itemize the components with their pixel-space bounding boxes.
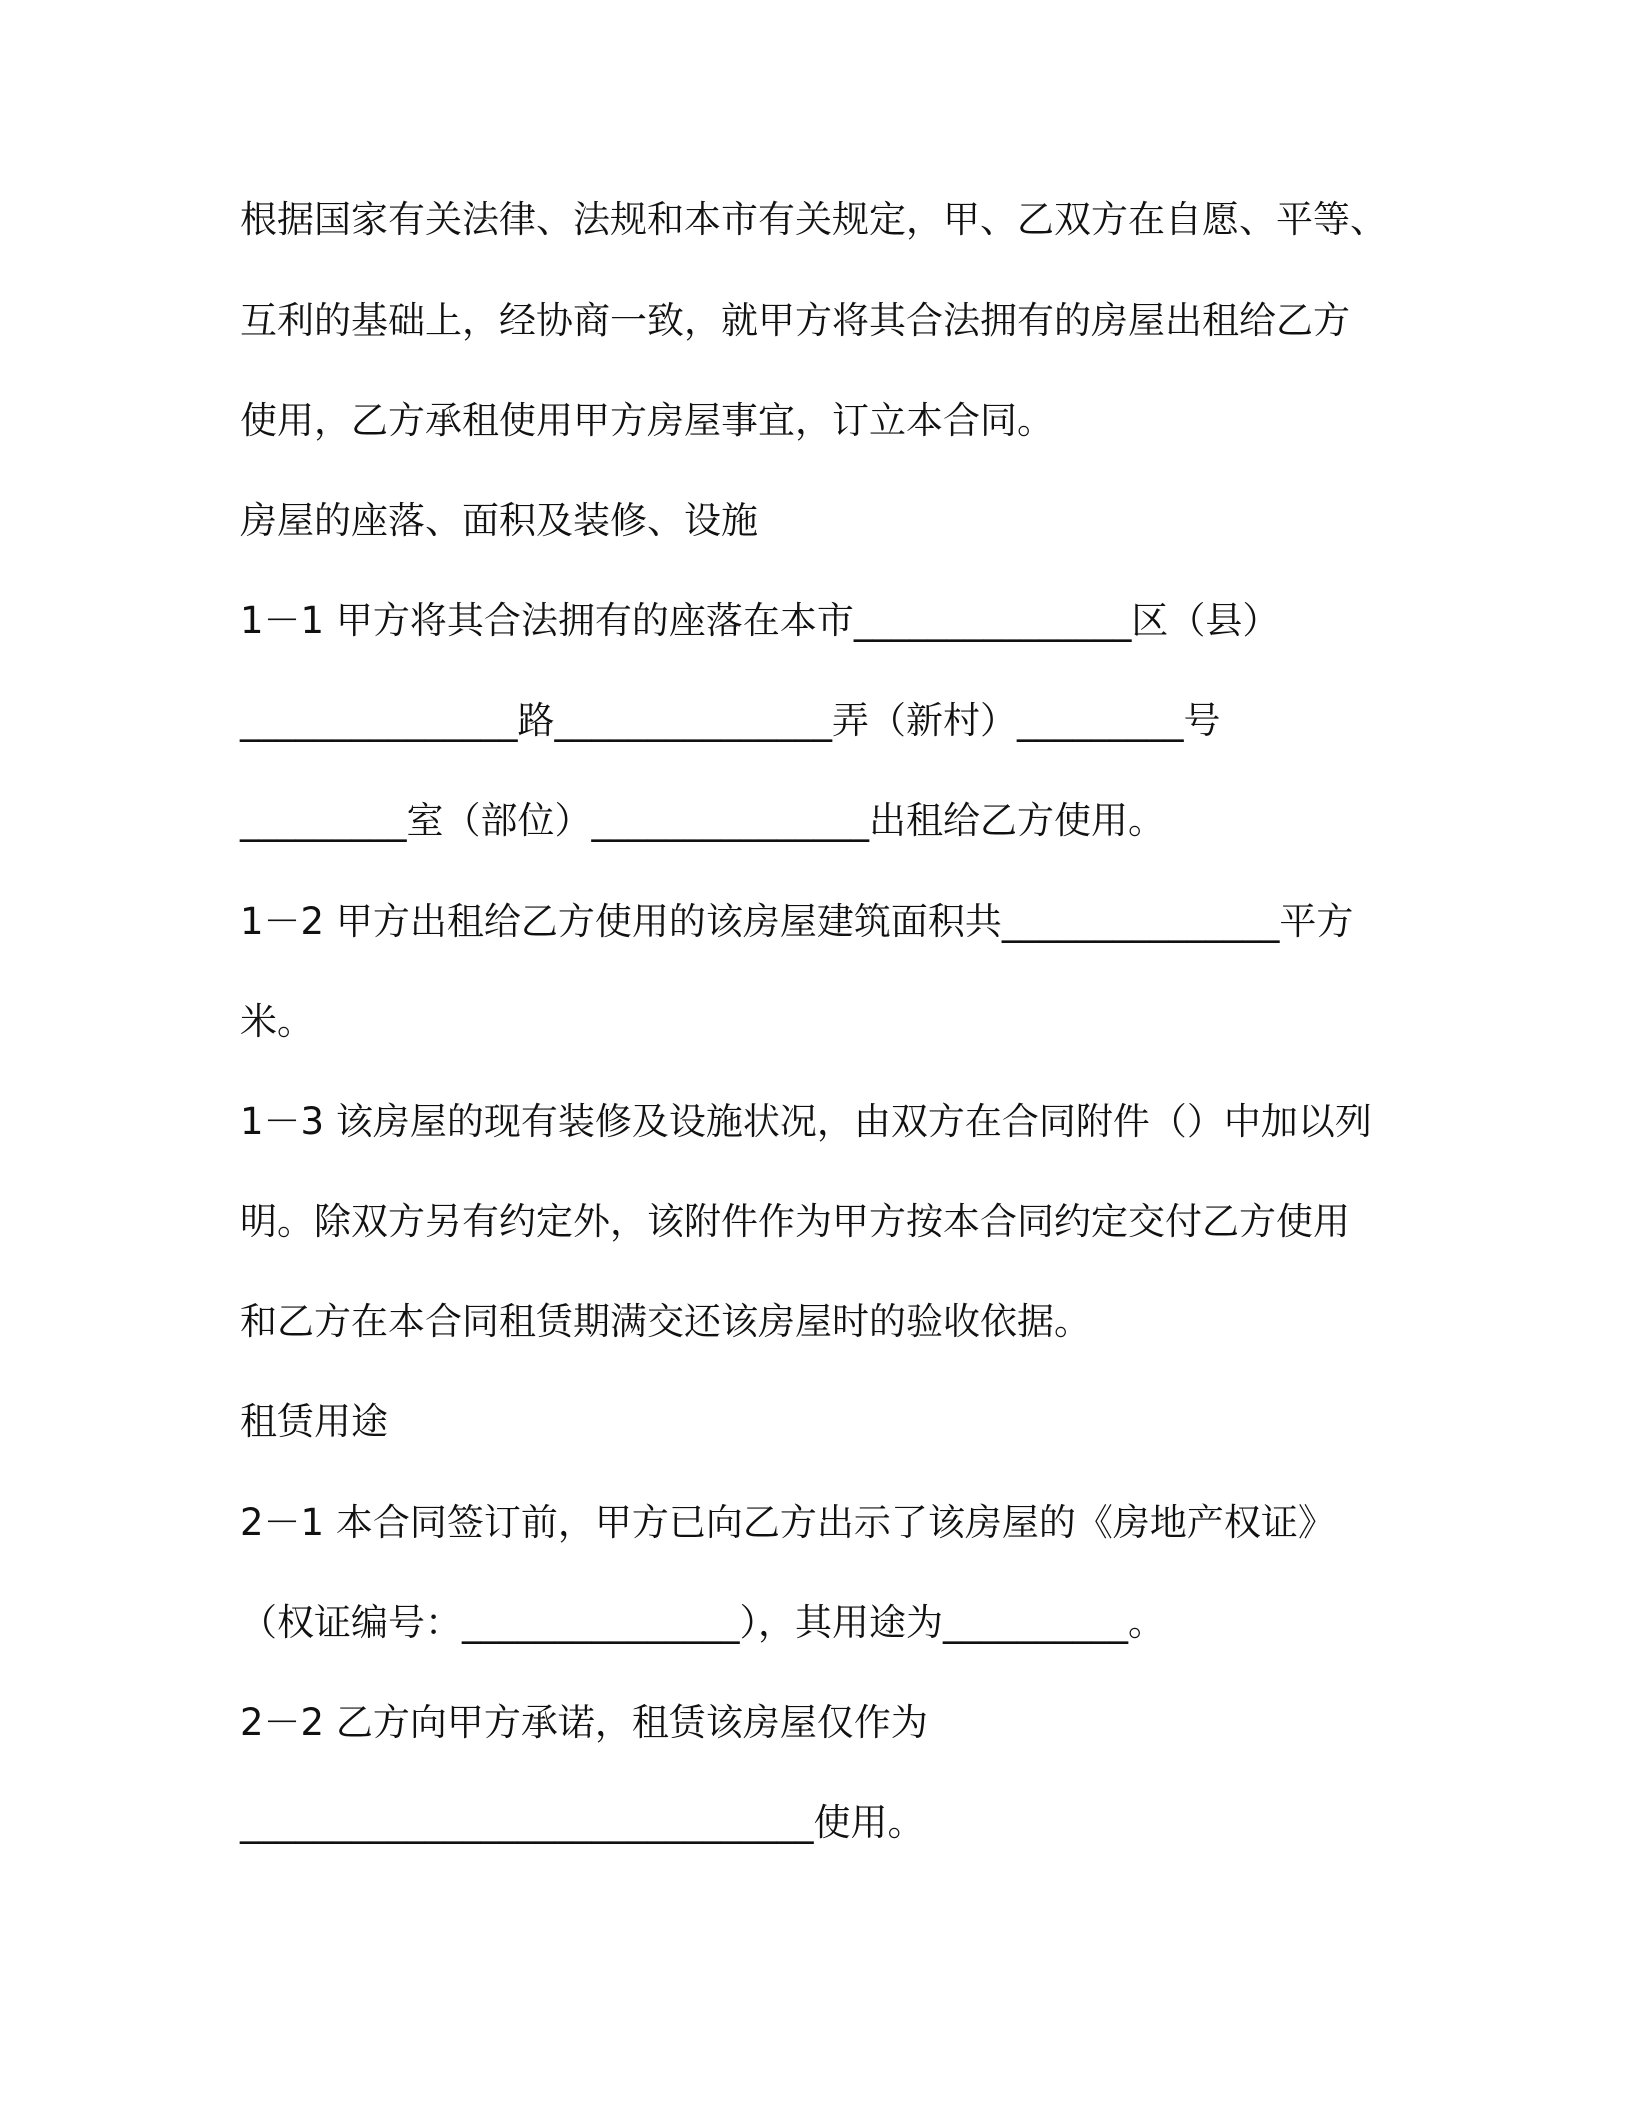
clause-2-1-line-1: 2－1 本合同签订前，甲方已向乙方出示了该房屋的《房地产权证》 xyxy=(240,1501,1335,1544)
clause-1-3-line-2: 明。除双方另有约定外，该附件作为甲方按本合同约定交付乙方使用 xyxy=(240,1200,1350,1243)
clause-2-2-line-1: 2－2 乙方向甲方承诺，租赁该房屋仅作为 xyxy=(240,1701,928,1744)
clause-1-3-line-1: 1－3 该房屋的现有装修及设施状况，由双方在合同附件（）中加以列 xyxy=(240,1100,1372,1143)
clause-1-1-line-3: _________室（部位）_______________出租给乙方使用。 xyxy=(240,799,1165,842)
paragraph-line-intro-3: 使用，乙方承租使用甲方房屋事宜，订立本合同。 xyxy=(240,399,1054,442)
section-heading-premises: 房屋的座落、面积及装修、设施 xyxy=(240,499,758,542)
section-heading-usage: 租赁用途 xyxy=(240,1400,388,1443)
clause-1-3-line-3: 和乙方在本合同租赁期满交还该房屋时的验收依据。 xyxy=(240,1300,1091,1343)
clause-1-1-line-2: _______________路_______________弄（新村）_________号 xyxy=(240,699,1221,742)
clause-1-1-line-1: 1－1 甲方将其合法拥有的座落在本市_______________区（县） xyxy=(240,599,1280,642)
clause-1-2-line-1: 1－2 甲方出租给乙方使用的该房屋建筑面积共_______________平方 xyxy=(240,900,1354,943)
clause-1-2-line-2: 米。 xyxy=(240,1000,314,1043)
clause-2-2-line-2: _______________________________使用。 xyxy=(240,1801,925,1844)
paragraph-line-intro-2: 互利的基础上，经协商一致，就甲方将其合法拥有的房屋出租给乙方 xyxy=(240,299,1350,342)
paragraph-line-intro-1: 根据国家有关法律、法规和本市有关规定，甲、乙双方在自愿、平等、 xyxy=(240,198,1387,241)
clause-2-1-line-2: （权证编号：_______________），其用途为__________。 xyxy=(240,1601,1165,1644)
